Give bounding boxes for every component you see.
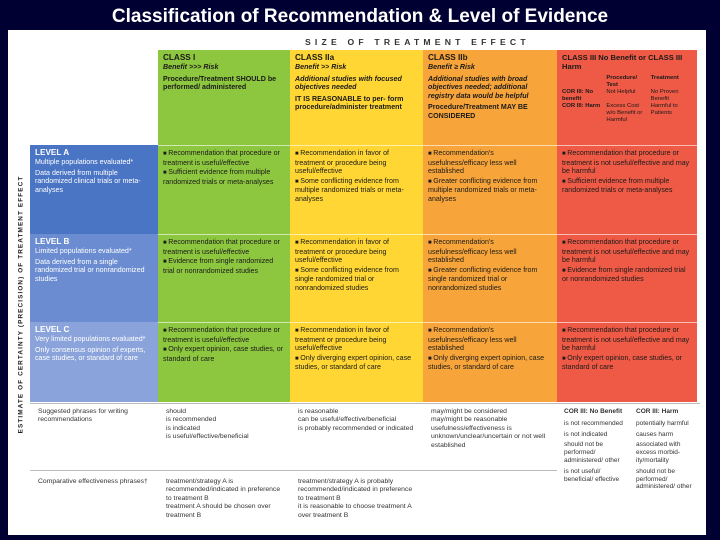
class-iib-risk: Benefit ≥ Risk bbox=[428, 63, 475, 71]
phrase: should not be performed/ administered/ other bbox=[564, 441, 620, 464]
level-a-descriptor bbox=[30, 145, 158, 234]
recommendation-bullet: ■ Recommendation that procedure or treatment is useful/effective bbox=[163, 326, 285, 344]
class-iii-name: CLASS III No Benefit or CLASS III Harm bbox=[562, 53, 683, 71]
class-iii-row1-proc: Not Helpful bbox=[606, 89, 636, 95]
phrases-class-i bbox=[162, 406, 290, 444]
recommendation-bullet: ■ Greater conflicting evidence from single randomized trial or nonrandomized studies bbox=[428, 266, 552, 293]
class-i-risk: Benefit >>> Risk bbox=[163, 63, 219, 71]
class-iii-empty bbox=[562, 75, 603, 89]
level-name: LEVEL A bbox=[35, 148, 70, 157]
level-data-source: Only consensus opinion of experts, case studies, or standard of care bbox=[35, 345, 146, 363]
class-iib-name: CLASS IIb bbox=[428, 53, 468, 62]
slide-title: Classification of Recommendation & Level of Evidence bbox=[111, 6, 609, 27]
comparative-label: Comparative effectiveness phrases† bbox=[38, 478, 148, 485]
level-population: Multiple populations evaluated* bbox=[35, 158, 134, 166]
class-iii-row1-label: COR III: No benefit bbox=[562, 89, 594, 102]
level-data-source: Data derived from a single randomized trial or nonrandomized studies bbox=[35, 257, 145, 283]
phrase: is useful/effective/beneficial bbox=[166, 433, 249, 441]
class-iib-header bbox=[423, 50, 557, 145]
recommendation-bullet: ■ Recommendation in favor of treatment or procedure being useful/effective bbox=[295, 238, 418, 265]
phrase: is probably recommended or indicated bbox=[298, 424, 414, 432]
phrase: can be useful/effective/beneficial bbox=[298, 416, 397, 424]
recommendation-bullet: ■ Only diverging expert opinion, case studies, or standard of care bbox=[428, 354, 552, 372]
class-iia-name: CLASS IIa bbox=[295, 53, 335, 62]
recommendation-bullet: ■ Recommendation in favor of treatment or procedure being useful/effective bbox=[295, 326, 418, 353]
class-i-name: CLASS I bbox=[163, 53, 196, 62]
recommendation-bullet: ■ Recommendation's usefulness/efficacy less well established bbox=[428, 149, 552, 176]
class-iii-col-treatment: Treatment bbox=[650, 75, 679, 81]
phrase: is recommended bbox=[166, 416, 217, 424]
phrase-head: COR III: No Benefit bbox=[564, 408, 623, 415]
recommendation-bullet: ■ Recommendation that procedure or treatment is useful/effective bbox=[163, 149, 285, 167]
level-data-source: Data derived from multiple randomized clinical trials or meta-analyses bbox=[35, 168, 141, 194]
certainty-axis-label bbox=[14, 175, 28, 438]
level-population: Limited populations evaluated* bbox=[35, 247, 132, 255]
class-iii-subtable bbox=[562, 75, 692, 124]
recommendation-bullet: ■ Sufficient evidence from multiple randomized trials or meta-analyses bbox=[163, 168, 285, 186]
level-c-class-i-cell bbox=[158, 322, 290, 402]
phrase: is reasonable bbox=[298, 408, 339, 415]
recommendation-bullet: ■ Greater conflicting evidence from multiple randomized trials or meta-analyses bbox=[428, 177, 552, 204]
recommendation-bullet: ■ Recommendation in favor of treatment or procedure being useful/effective bbox=[295, 149, 418, 176]
class-iia-text: IT IS REASONABLE to per- form procedure/administer treatment bbox=[295, 94, 404, 112]
recommendation-bullet: ■ Recommendation's usefulness/efficacy less well established bbox=[428, 326, 552, 353]
level-a-class-iib-cell bbox=[423, 145, 557, 234]
comparative-class-i bbox=[162, 476, 290, 522]
class-iii-row1-treat: No Proven Benefit bbox=[650, 89, 679, 102]
phrase: usefulness/effectiveness is unknown/unclear/uncertain or not well established bbox=[431, 424, 546, 449]
class-i-header bbox=[158, 50, 290, 145]
class-iii-header bbox=[557, 50, 697, 145]
recommendation-bullet: ■ Evidence from single randomized trial or nonrandomized studies bbox=[562, 266, 692, 284]
comparative-phrase: treatment A should be chosen over treatment B bbox=[166, 503, 271, 519]
phrase: is indicated bbox=[166, 424, 201, 432]
level-b-descriptor bbox=[30, 234, 158, 322]
phrase-head: COR III: Harm bbox=[636, 408, 679, 415]
phrase: may/might be reasonable bbox=[431, 416, 508, 424]
comparative-class-iia bbox=[294, 476, 422, 522]
class-iii-row2-proc: Excess Cost w/o Benefit or Harmful bbox=[606, 103, 643, 123]
level-b-class-iib-cell bbox=[423, 234, 557, 322]
level-c-class-iia-cell bbox=[290, 322, 423, 402]
phrase: is not useful/ beneficial/ effective bbox=[564, 467, 620, 483]
level-b-class-iia-cell bbox=[290, 234, 423, 322]
level-b-class-i-cell bbox=[158, 234, 290, 322]
phrases-label: Suggested phrases for writing recommendations bbox=[38, 408, 128, 424]
class-iii-row2-treat: Harmful to Patients bbox=[650, 103, 678, 116]
phrases-class-iib bbox=[427, 406, 557, 452]
phrases-divider bbox=[30, 403, 700, 404]
class-i-text: Procedure/Treatment SHOULD be performed/ administered bbox=[163, 74, 277, 92]
level-a-class-i-cell bbox=[158, 145, 290, 234]
classification-table bbox=[8, 30, 706, 535]
phrase: is not recommended bbox=[564, 419, 623, 427]
class-iia-risk: Benefit >> Risk bbox=[295, 63, 347, 71]
phrases-class-iii-harm bbox=[632, 406, 700, 493]
phrases-class-iii-no-benefit bbox=[560, 406, 630, 485]
recommendation-bullet: ■ Sufficient evidence from multiple randomized trials or meta-analyses bbox=[562, 177, 692, 195]
phrase: causes harm bbox=[636, 430, 674, 438]
class-iib-detail: Additional studies with broad objectives needed; additional registry data would be helpful bbox=[428, 74, 529, 100]
size-of-treatment-effect-header: SIZE OF TREATMENT EFFECT bbox=[305, 37, 530, 47]
certainty-axis-text: ESTIMATE OF CERTAINTY (PRECISION) OF TREATMENT EFFECT bbox=[17, 175, 25, 434]
class-iia-header bbox=[290, 50, 423, 145]
recommendation-bullet: ■ Recommendation that procedure or treatment is not useful/effective and may be harmful bbox=[562, 238, 692, 265]
recommendation-bullet: ■ Only expert opinion, case studies, or standard of care bbox=[163, 345, 285, 363]
level-name: LEVEL B bbox=[35, 237, 70, 246]
level-a-class-iia-cell bbox=[290, 145, 423, 234]
level-population: Very limited populations evaluated* bbox=[35, 335, 146, 343]
phrase: may/might be considered bbox=[431, 408, 507, 415]
class-iib-text: Procedure/Treatment MAY BE CONSIDERED bbox=[428, 103, 528, 120]
comparative-phrase: treatment/strategy A is probably recommended/indicated in preference to treatment B bbox=[298, 478, 413, 502]
level-b-class-iii-cell bbox=[557, 234, 697, 322]
recommendation-bullet: ■ Only expert opinion, case studies, or standard of care bbox=[562, 354, 692, 372]
level-name: LEVEL C bbox=[35, 325, 70, 334]
comparative-divider bbox=[30, 470, 557, 471]
phrase: potentially harmful bbox=[636, 419, 689, 427]
level-c-descriptor bbox=[30, 322, 158, 402]
recommendation-bullet: ■ Only diverging expert opinion, case studies, or standard of care bbox=[295, 354, 418, 372]
recommendation-bullet: ■ Evidence from single randomized trial or nonrandomized studies bbox=[163, 257, 285, 275]
recommendation-bullet: ■ Recommendation that procedure or treatment is not useful/effective and may be harmful bbox=[562, 326, 692, 353]
level-c-class-iii-cell bbox=[557, 322, 697, 402]
comparative-phrase: treatment/strategy A is recommended/indicated in preference to treatment B bbox=[166, 478, 281, 502]
recommendation-bullet: ■ Recommendation's usefulness/efficacy less well established bbox=[428, 238, 552, 265]
recommendation-bullet: ■ Recommendation that procedure or treatment is useful/effective bbox=[163, 238, 285, 256]
class-iii-row2-label: COR III: Harm bbox=[562, 103, 601, 109]
phrase: should not be performed/ administered/ other bbox=[636, 467, 692, 491]
class-iia-detail: Additional studies with focused objectives needed bbox=[295, 74, 402, 92]
recommendation-bullet: ■ Recommendation that procedure or treatment is not useful/effective and may be harmful bbox=[562, 149, 692, 176]
class-iii-col-procedure: Procedure/ Test bbox=[606, 75, 638, 88]
recommendation-bullet: ■ Some conflicting evidence from multiple randomized trials or meta-analyses bbox=[295, 177, 418, 204]
comparative-phrase: it is reasonable to choose treatment A over treatment B bbox=[298, 503, 412, 519]
phrase: associated with excess morbid- ity/mortality bbox=[636, 441, 681, 464]
phrase: should bbox=[166, 408, 187, 415]
phrase: is not indicated bbox=[564, 430, 608, 438]
level-c-class-iib-cell bbox=[423, 322, 557, 402]
level-a-class-iii-cell bbox=[557, 145, 697, 234]
phrases-class-iia bbox=[294, 406, 422, 435]
recommendation-bullet: ■ Some conflicting evidence from single randomized trial or nonrandomized studies bbox=[295, 266, 418, 293]
